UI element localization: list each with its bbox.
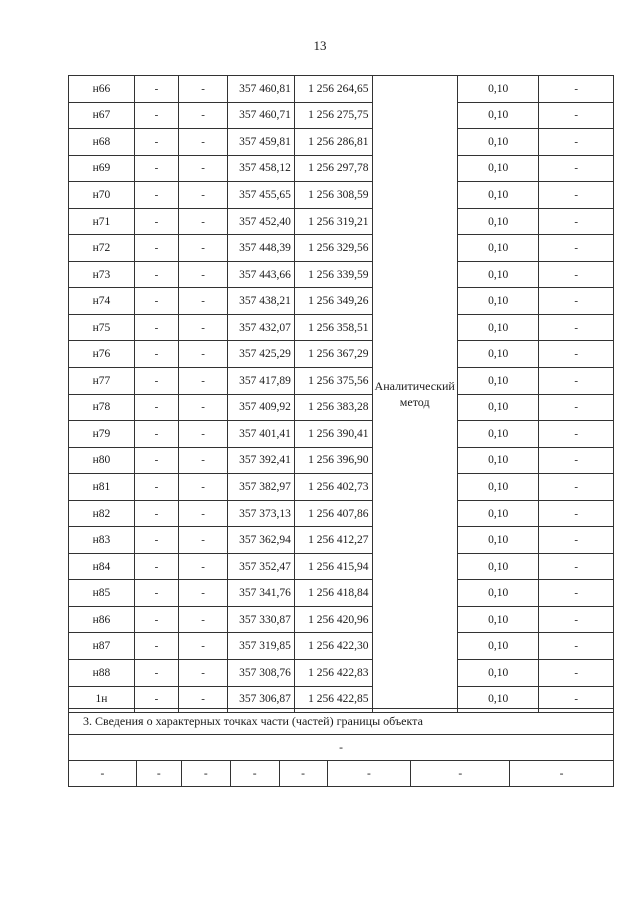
section3-cell: - <box>327 761 411 787</box>
old-x-cell: - <box>134 368 178 395</box>
accuracy-cell: 0,10 <box>457 102 539 129</box>
point-id: н79 <box>69 421 135 448</box>
x-coordinate: 357 452,40 <box>228 208 295 235</box>
x-coordinate: 357 352,47 <box>228 553 295 580</box>
y-coordinate: 1 256 339,59 <box>294 261 372 288</box>
point-id: н68 <box>69 129 135 156</box>
old-y-cell: - <box>179 288 228 315</box>
point-id: н66 <box>69 76 135 103</box>
page-number: 13 <box>313 38 327 53</box>
old-y-cell: - <box>179 235 228 262</box>
table-row <box>69 527 614 554</box>
y-coordinate: 1 256 407,86 <box>294 500 372 527</box>
accuracy-cell: 0,10 <box>457 155 539 182</box>
table-row <box>69 208 614 235</box>
y-coordinate: 1 256 402,73 <box>294 474 372 501</box>
y-coordinate: 1 256 358,51 <box>294 314 372 341</box>
section3-cell: - <box>411 761 510 787</box>
old-y-cell: - <box>179 76 228 103</box>
old-y-cell: - <box>179 633 228 660</box>
accuracy-cell: 0,10 <box>457 261 539 288</box>
old-x-cell: - <box>134 447 178 474</box>
section3-dash: - <box>69 735 614 761</box>
point-id: н82 <box>69 500 135 527</box>
table-row <box>69 182 614 209</box>
table-row <box>69 421 614 448</box>
x-coordinate: 357 308,76 <box>228 660 295 687</box>
old-x-cell: - <box>134 288 178 315</box>
y-coordinate: 1 256 422,85 <box>294 686 372 713</box>
table-row <box>69 660 614 687</box>
old-x-cell: - <box>134 474 178 501</box>
method-cell: Аналитический метод <box>372 76 457 713</box>
point-id: н73 <box>69 261 135 288</box>
accuracy-cell: 0,10 <box>457 553 539 580</box>
accuracy-cell: 0,10 <box>457 500 539 527</box>
table-row <box>69 288 614 315</box>
point-id: н77 <box>69 368 135 395</box>
description-cell: - <box>539 182 614 209</box>
old-y-cell: - <box>179 660 228 687</box>
x-coordinate: 357 443,66 <box>228 261 295 288</box>
section3-empty-row <box>69 735 614 761</box>
accuracy-cell: 0,10 <box>457 633 539 660</box>
section3-title: 3. Сведения о характерных точках части (частей) границы объекта <box>69 709 614 735</box>
y-coordinate: 1 256 420,96 <box>294 606 372 633</box>
old-y-cell: - <box>179 208 228 235</box>
point-id: н80 <box>69 447 135 474</box>
y-coordinate: 1 256 264,65 <box>294 76 372 103</box>
old-y-cell: - <box>179 314 228 341</box>
table-row <box>69 129 614 156</box>
accuracy-cell: 0,10 <box>457 660 539 687</box>
old-y-cell: - <box>179 580 228 607</box>
x-coordinate: 357 460,81 <box>228 76 295 103</box>
old-x-cell: - <box>134 686 178 713</box>
table-row <box>69 474 614 501</box>
description-cell: - <box>539 686 614 713</box>
y-coordinate: 1 256 308,59 <box>294 182 372 209</box>
old-x-cell: - <box>134 102 178 129</box>
y-coordinate: 1 256 286,81 <box>294 129 372 156</box>
accuracy-cell: 0,10 <box>457 447 539 474</box>
table-row <box>69 235 614 262</box>
accuracy-cell: 0,10 <box>457 421 539 448</box>
x-coordinate: 357 401,41 <box>228 421 295 448</box>
table-row <box>69 155 614 182</box>
section3-table <box>68 708 614 787</box>
table-row <box>69 580 614 607</box>
x-coordinate: 357 409,92 <box>228 394 295 421</box>
description-cell: - <box>539 633 614 660</box>
accuracy-cell: 0,10 <box>457 606 539 633</box>
y-coordinate: 1 256 383,28 <box>294 394 372 421</box>
accuracy-cell: 0,10 <box>457 208 539 235</box>
old-x-cell: - <box>134 500 178 527</box>
old-y-cell: - <box>179 155 228 182</box>
description-cell: - <box>539 421 614 448</box>
point-id: н84 <box>69 553 135 580</box>
description-cell: - <box>539 447 614 474</box>
old-x-cell: - <box>134 76 178 103</box>
old-y-cell: - <box>179 474 228 501</box>
old-y-cell: - <box>179 447 228 474</box>
point-id: н67 <box>69 102 135 129</box>
old-y-cell: - <box>179 368 228 395</box>
x-coordinate: 357 448,39 <box>228 235 295 262</box>
old-y-cell: - <box>179 553 228 580</box>
y-coordinate: 1 256 418,84 <box>294 580 372 607</box>
old-y-cell: - <box>179 261 228 288</box>
description-cell: - <box>539 235 614 262</box>
x-coordinate: 357 362,94 <box>228 527 295 554</box>
x-coordinate: 357 460,71 <box>228 102 295 129</box>
old-x-cell: - <box>134 208 178 235</box>
x-coordinate: 357 382,97 <box>228 474 295 501</box>
old-y-cell: - <box>179 341 228 368</box>
description-cell: - <box>539 394 614 421</box>
accuracy-cell: 0,10 <box>457 182 539 209</box>
y-coordinate: 1 256 297,78 <box>294 155 372 182</box>
y-coordinate: 1 256 390,41 <box>294 421 372 448</box>
description-cell: - <box>539 553 614 580</box>
accuracy-cell: 0,10 <box>457 368 539 395</box>
section3-cell: - <box>279 761 327 787</box>
description-cell: - <box>539 527 614 554</box>
accuracy-cell: 0,10 <box>457 341 539 368</box>
description-cell: - <box>539 580 614 607</box>
point-id: н74 <box>69 288 135 315</box>
x-coordinate: 357 432,07 <box>228 314 295 341</box>
x-coordinate: 357 417,89 <box>228 368 295 395</box>
old-x-cell: - <box>134 580 178 607</box>
description-cell: - <box>539 606 614 633</box>
x-coordinate: 357 392,41 <box>228 447 295 474</box>
description-cell: - <box>539 261 614 288</box>
table-row <box>69 500 614 527</box>
x-coordinate: 357 455,65 <box>228 182 295 209</box>
old-y-cell: - <box>179 421 228 448</box>
point-id: н88 <box>69 660 135 687</box>
y-coordinate: 1 256 275,75 <box>294 102 372 129</box>
old-y-cell: - <box>179 102 228 129</box>
old-x-cell: - <box>134 155 178 182</box>
point-id: н76 <box>69 341 135 368</box>
accuracy-cell: 0,10 <box>457 235 539 262</box>
old-x-cell: - <box>134 129 178 156</box>
old-x-cell: - <box>134 606 178 633</box>
section3-title-row <box>69 709 614 735</box>
accuracy-cell: 0,10 <box>457 527 539 554</box>
point-id: н86 <box>69 606 135 633</box>
old-x-cell: - <box>134 394 178 421</box>
old-y-cell: - <box>179 606 228 633</box>
old-x-cell: - <box>134 633 178 660</box>
old-x-cell: - <box>134 261 178 288</box>
old-y-cell: - <box>179 182 228 209</box>
point-id: н69 <box>69 155 135 182</box>
old-y-cell: - <box>179 394 228 421</box>
point-id: н85 <box>69 580 135 607</box>
accuracy-cell: 0,10 <box>457 580 539 607</box>
old-x-cell: - <box>134 553 178 580</box>
old-y-cell: - <box>179 686 228 713</box>
table-row <box>69 394 614 421</box>
table-row <box>69 368 614 395</box>
section3-cell: - <box>510 761 614 787</box>
x-coordinate: 357 341,76 <box>228 580 295 607</box>
coordinates-table <box>68 75 614 713</box>
description-cell: - <box>539 102 614 129</box>
table-row <box>69 341 614 368</box>
point-id: н75 <box>69 314 135 341</box>
old-y-cell: - <box>179 500 228 527</box>
x-coordinate: 357 319,85 <box>228 633 295 660</box>
point-id: н81 <box>69 474 135 501</box>
section3-cell: - <box>136 761 181 787</box>
x-coordinate: 357 458,12 <box>228 155 295 182</box>
y-coordinate: 1 256 422,83 <box>294 660 372 687</box>
point-id: н72 <box>69 235 135 262</box>
description-cell: - <box>539 314 614 341</box>
section3-cell: - <box>181 761 230 787</box>
accuracy-cell: 0,10 <box>457 76 539 103</box>
table-row <box>69 447 614 474</box>
table-row <box>69 76 614 103</box>
accuracy-cell: 0,10 <box>457 314 539 341</box>
description-cell: - <box>539 341 614 368</box>
x-coordinate: 357 306,87 <box>228 686 295 713</box>
old-x-cell: - <box>134 235 178 262</box>
section3-cell: - <box>69 761 137 787</box>
y-coordinate: 1 256 422,30 <box>294 633 372 660</box>
point-id: н71 <box>69 208 135 235</box>
description-cell: - <box>539 288 614 315</box>
accuracy-cell: 0,10 <box>457 474 539 501</box>
point-id: н78 <box>69 394 135 421</box>
description-cell: - <box>539 208 614 235</box>
y-coordinate: 1 256 415,94 <box>294 553 372 580</box>
description-cell: - <box>539 155 614 182</box>
y-coordinate: 1 256 329,56 <box>294 235 372 262</box>
x-coordinate: 357 373,13 <box>228 500 295 527</box>
point-id: н70 <box>69 182 135 209</box>
description-cell: - <box>539 474 614 501</box>
old-y-cell: - <box>179 129 228 156</box>
point-id: н83 <box>69 527 135 554</box>
x-coordinate: 357 459,81 <box>228 129 295 156</box>
y-coordinate: 1 256 367,29 <box>294 341 372 368</box>
description-cell: - <box>539 660 614 687</box>
old-x-cell: - <box>134 182 178 209</box>
old-y-cell: - <box>179 527 228 554</box>
section3-dash-row <box>69 761 614 787</box>
y-coordinate: 1 256 375,56 <box>294 368 372 395</box>
x-coordinate: 357 438,21 <box>228 288 295 315</box>
old-x-cell: - <box>134 314 178 341</box>
table-row <box>69 633 614 660</box>
y-coordinate: 1 256 349,26 <box>294 288 372 315</box>
x-coordinate: 357 425,29 <box>228 341 295 368</box>
table-row <box>69 314 614 341</box>
table-row <box>69 102 614 129</box>
table-row <box>69 553 614 580</box>
old-x-cell: - <box>134 527 178 554</box>
accuracy-cell: 0,10 <box>457 394 539 421</box>
old-x-cell: - <box>134 341 178 368</box>
description-cell: - <box>539 500 614 527</box>
section3-cell: - <box>230 761 279 787</box>
table-row <box>69 261 614 288</box>
point-id: 1н <box>69 686 135 713</box>
point-id: н87 <box>69 633 135 660</box>
description-cell: - <box>539 368 614 395</box>
accuracy-cell: 0,10 <box>457 686 539 713</box>
x-coordinate: 357 330,87 <box>228 606 295 633</box>
accuracy-cell: 0,10 <box>457 129 539 156</box>
old-x-cell: - <box>134 421 178 448</box>
y-coordinate: 1 256 319,21 <box>294 208 372 235</box>
description-cell: - <box>539 129 614 156</box>
old-x-cell: - <box>134 660 178 687</box>
description-cell: - <box>539 76 614 103</box>
y-coordinate: 1 256 412,27 <box>294 527 372 554</box>
accuracy-cell: 0,10 <box>457 288 539 315</box>
table-row <box>69 606 614 633</box>
y-coordinate: 1 256 396,90 <box>294 447 372 474</box>
